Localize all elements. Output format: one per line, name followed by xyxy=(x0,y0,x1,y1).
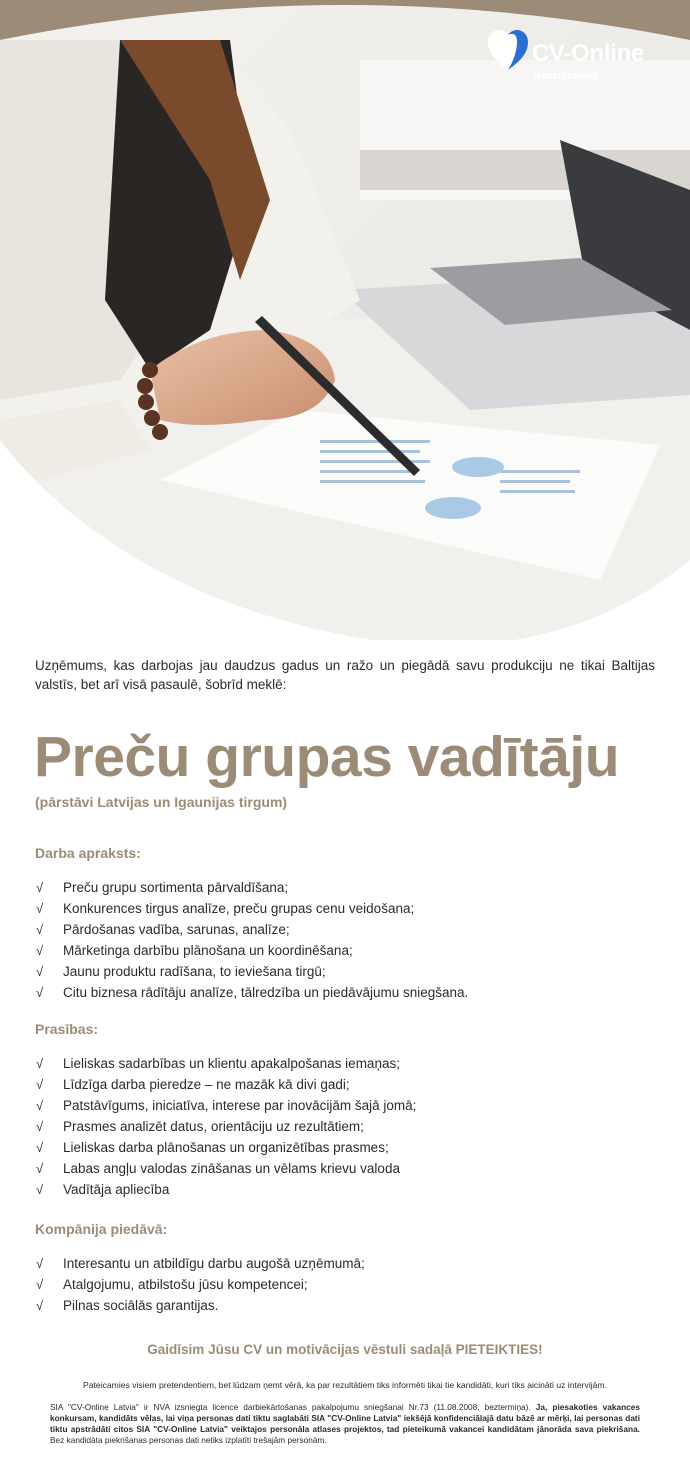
legal-notice xyxy=(50,1402,640,1446)
heart-logo-icon xyxy=(488,30,528,72)
section-requirements xyxy=(35,1021,665,1200)
section-heading: Kompānija piedāvā: xyxy=(35,1221,168,1237)
check-icon: √ xyxy=(36,1161,44,1176)
check-icon: √ xyxy=(36,1056,44,1071)
check-icon: √ xyxy=(36,985,44,1000)
list-item: √ Jaunu produktu radīšana, to ieviešana tirgū; xyxy=(35,961,665,982)
job-subtitle: (pārstāvi Latvijas un Igaunijas tirgum) xyxy=(35,794,288,810)
list-item: √ Prasmes analizēt datus, orientāciju uz rezultātiem; xyxy=(35,1116,665,1137)
section-heading: Darba apraksts: xyxy=(35,845,141,861)
legal-tail: Bez kandidāta piekrišanas personas dati netiks izplatīti trešajām personām. xyxy=(50,1435,327,1445)
check-icon: √ xyxy=(36,1298,44,1313)
hero-image xyxy=(0,0,690,640)
check-icon: √ xyxy=(36,1277,44,1292)
brand-logo xyxy=(488,30,668,86)
list-item: √ Līdzīga darba pieredze – ne mazāk kā divi gadi; xyxy=(35,1074,665,1095)
list-item: √ Vadītāja apliecība xyxy=(35,1179,665,1200)
requirements-list xyxy=(35,877,665,1003)
check-icon: √ xyxy=(36,943,44,958)
section-job-description xyxy=(35,845,665,1003)
list-item: √ Atalgojumu, atbilstošu jūsu kompetencei; xyxy=(35,1274,665,1295)
check-icon: √ xyxy=(36,1119,44,1134)
check-icon: √ xyxy=(36,1077,44,1092)
check-icon: √ xyxy=(36,964,44,979)
list-item: √ Preču grupu sortimenta pārvaldīšana; xyxy=(35,877,665,898)
check-icon: √ xyxy=(36,1140,44,1155)
check-icon: √ xyxy=(36,880,44,895)
logo-subtitle: Recruitment xyxy=(533,70,598,82)
legal-bold: Ja, piesakoties vakances konkursam, kandidāts vēlas, lai viņa personas dati tiktu saglabāti SIA "CV-Online Latvia" iekšējā konfidenciālajā datu bāzē ar mērķi, lai personas dati tiktu apstrādāti citos SIA "CV-Online Latvia" veiktajos personāla atlases projektos, tad pieteikumā vakancei kandidātam jānorāda sava piekrišana. xyxy=(50,1402,640,1434)
list-item: √ Interesantu un atbildīgu darbu augošā uzņēmumā; xyxy=(35,1253,665,1274)
list-item: √ Konkurences tirgus analīze, preču grupas cenu veidošana; xyxy=(35,898,665,919)
check-icon: √ xyxy=(36,1098,44,1113)
list-item: √ Citu biznesa rādītāju analīze, tālredzība un piedāvājumu sniegšana. xyxy=(35,982,665,1003)
legal-regular: SIA "CV-Online Latvia" ir NVA izsniegta licence darbiekārtošanas pakalpojumu sniegšanai Nr.73 (11.08.2008, beztermiņa). xyxy=(50,1402,531,1412)
check-icon: √ xyxy=(36,1182,44,1197)
list-item: √ Lieliskas sadarbības un klientu apakalpošanas iemaņas; xyxy=(35,1053,665,1074)
section-company-offers xyxy=(35,1221,665,1316)
intro-text: Uzņēmums, kas darbojas jau daudzus gadus un ražo un piegādā savu produkciju ne tikai Baltijas valstīs, bet arī visā pasaulē, šobrīd meklē: xyxy=(35,658,655,692)
candidate-note: Pateicamies visiem pretendentiem, bet lūdzam ņemt vērā, ka par rezultātiem tiks informēti tikai tie kandidāti, kuri tiks aicināti uz intervijām. xyxy=(83,1380,607,1390)
check-icon: √ xyxy=(36,901,44,916)
list-item: √ Labas angļu valodas zināšanas un vēlams krievu valoda xyxy=(35,1158,665,1179)
check-icon: √ xyxy=(36,922,44,937)
list-item: √ Lieliskas darba plānošanas un organizētības prasmes; xyxy=(35,1137,665,1158)
requirements-list xyxy=(35,1053,665,1200)
list-item: √ Pilnas sociālās garantijas. xyxy=(35,1295,665,1316)
job-title: Preču grupas vadītāju xyxy=(34,725,620,789)
list-item: √ Patstāvīgums, iniciatīva, interese par inovācijām šajā jomā; xyxy=(35,1095,665,1116)
section-heading: Prasības: xyxy=(35,1021,99,1037)
apply-call-to-action: Gaidīsim Jūsu CV un motivācijas vēstuli sadaļā PIETEIKTIES! xyxy=(147,1342,543,1357)
check-icon: √ xyxy=(36,1256,44,1271)
offers-list xyxy=(35,1253,665,1316)
list-item: √ Pārdošanas vadība, sarunas, analīze; xyxy=(35,919,665,940)
logo-name: CV-Online xyxy=(532,40,644,67)
list-item: √ Mārketinga darbību plānošana un koordinēšana; xyxy=(35,940,665,961)
